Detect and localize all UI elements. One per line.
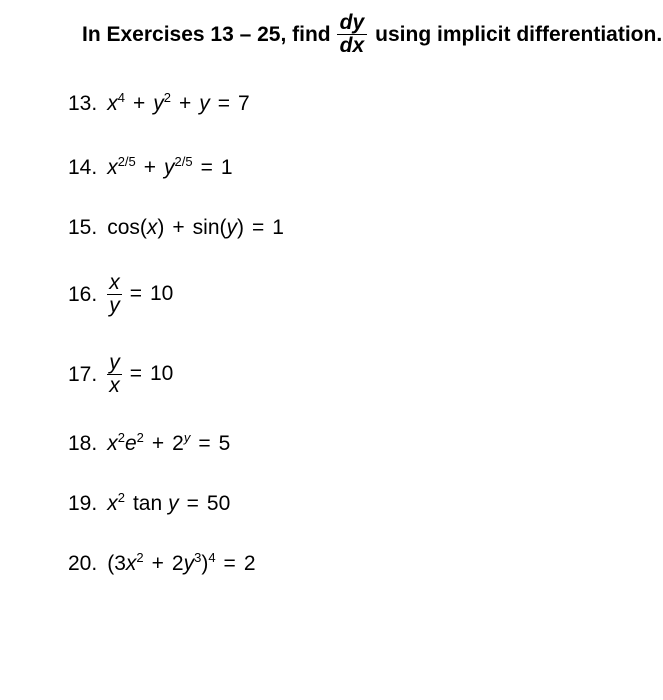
exercise-equation (107, 272, 173, 317)
exercise-13 (68, 92, 250, 116)
exponent: 4 (208, 550, 216, 565)
open-paren: (3 (107, 552, 126, 575)
exercise-number: 18. (68, 432, 98, 455)
equals-sign: = (252, 216, 265, 239)
function-tan: tan (132, 492, 163, 515)
equals-sign: = (200, 156, 213, 179)
operator: + (178, 92, 192, 115)
operator: + (132, 92, 146, 115)
exercise-18 (68, 432, 230, 456)
var-y: y (199, 92, 210, 115)
fraction-denominator: y (109, 294, 120, 318)
base: 2 (172, 432, 184, 455)
operator: + (172, 216, 185, 239)
close-paren: ) (237, 216, 244, 239)
fraction (107, 352, 122, 397)
exercise-19 (68, 492, 230, 516)
operator: + (143, 156, 157, 179)
header-prefix: In Exercises 13 – 25, find (82, 22, 331, 46)
exponent: 2/5 (174, 154, 193, 169)
exercise-equation (107, 552, 255, 576)
exponent: y (183, 430, 191, 445)
var-y: y (168, 492, 179, 515)
exponent: 4 (117, 90, 125, 105)
var-x: x (107, 156, 118, 179)
fraction-numerator: dy (337, 12, 368, 35)
fraction (107, 272, 122, 317)
exponent: 2 (136, 430, 144, 445)
var-y: y (226, 216, 237, 239)
exponent: 2/5 (117, 154, 136, 169)
equals-sign: = (217, 92, 230, 115)
close-paren: ) (201, 552, 209, 575)
exercise-number: 14. (68, 156, 98, 179)
var-y: y (153, 92, 164, 115)
right-hand-side: 1 (272, 216, 284, 239)
exercise-equation (107, 156, 232, 180)
exercise-number: 16. (68, 282, 98, 306)
operator: + (151, 432, 165, 455)
exercise-equation (107, 492, 230, 516)
coefficient: 2 (171, 552, 184, 575)
fraction-numerator: x (109, 271, 120, 294)
exercise-20 (68, 552, 256, 576)
right-hand-side: 7 (237, 92, 250, 115)
exercise-equation (107, 216, 284, 240)
derivative-fraction (337, 12, 368, 57)
exercise-equation (107, 432, 230, 456)
var-x: x (146, 216, 158, 239)
function-cos: cos( (107, 216, 147, 239)
function-sin: sin( (192, 216, 227, 239)
right-hand-side: 10 (149, 362, 174, 386)
right-hand-side: 10 (149, 282, 174, 306)
fraction-denominator: x (109, 374, 120, 398)
equals-sign: = (198, 432, 211, 455)
var-e: e (124, 432, 137, 455)
fraction-numerator: y (109, 351, 120, 374)
exponent: 3 (194, 550, 202, 565)
exercise-17 (68, 352, 173, 397)
exercise-number: 13. (68, 92, 98, 115)
right-hand-side: 2 (243, 552, 256, 575)
instructions-header (82, 12, 662, 57)
exponent: 2 (117, 430, 125, 445)
exercise-equation (107, 352, 173, 397)
var-y: y (164, 156, 175, 179)
var-y: y (183, 552, 195, 575)
exercise-16 (68, 272, 173, 317)
fraction-denominator: dx (339, 34, 365, 58)
exercise-number: 15. (68, 216, 98, 239)
exercise-equation (107, 92, 249, 116)
equals-sign: = (223, 552, 236, 575)
operator: + (151, 552, 164, 575)
equals-sign: = (186, 492, 199, 515)
exponent: 2 (163, 90, 171, 105)
equals-sign: = (129, 362, 142, 386)
exercise-number: 20. (68, 552, 98, 575)
right-hand-side: 5 (218, 432, 231, 455)
var-x: x (107, 432, 118, 455)
exercise-number: 19. (68, 492, 98, 515)
exercise-number: 17. (68, 362, 98, 386)
close-paren: ) (157, 216, 165, 239)
equals-sign: = (129, 282, 142, 306)
exercise-14 (68, 156, 233, 180)
exercise-15 (68, 216, 284, 240)
right-hand-side: 1 (220, 156, 233, 179)
var-x: x (107, 92, 118, 115)
var-x: x (107, 492, 118, 515)
var-x: x (125, 552, 137, 575)
exponent: 2 (117, 490, 125, 505)
exponent: 2 (136, 550, 144, 565)
right-hand-side: 50 (206, 492, 231, 515)
header-suffix: using implicit differentiation. (375, 22, 663, 46)
